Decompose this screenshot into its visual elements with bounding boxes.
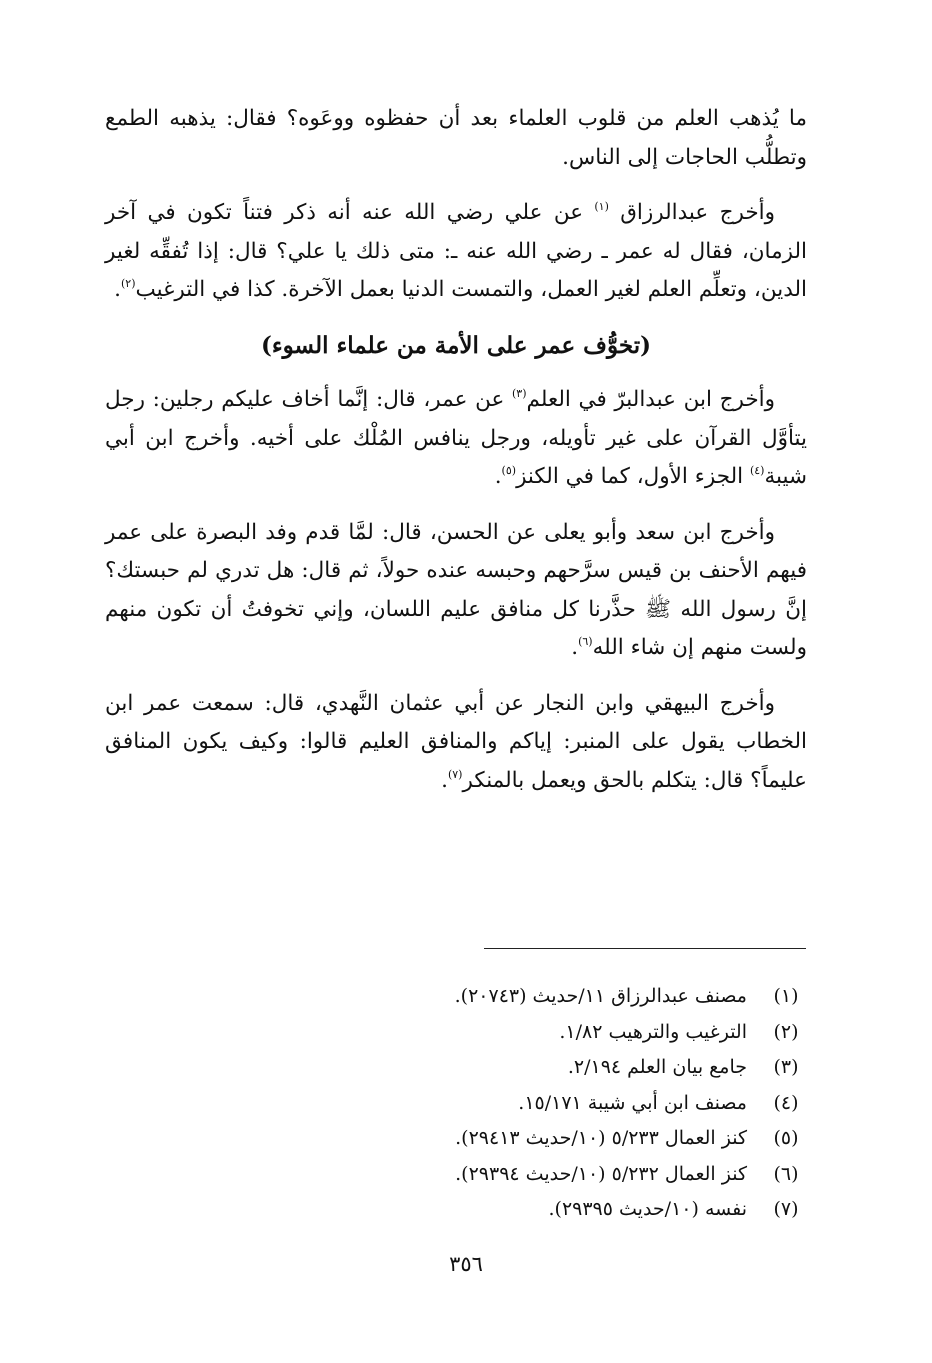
footnote-number: (٢) xyxy=(773,1020,799,1043)
footnote-item xyxy=(300,979,807,1015)
paragraph-2-text-c: . xyxy=(114,277,121,302)
paragraph-2 xyxy=(105,194,807,310)
paragraph-5-text-b: . xyxy=(441,767,448,793)
footnote-text: كنز العمال ٥/٢٣٢ (١٠/حديث ٢٩٣٩٤). xyxy=(455,1162,747,1185)
paragraph-5 xyxy=(105,685,807,801)
paragraph-3-text-a: وأخرج ابن عبدالبرّ في العلم xyxy=(526,387,775,412)
footnote-ref-4[interactable]: (٤) xyxy=(749,464,765,477)
paragraph-4 xyxy=(105,514,807,668)
footnote-number: (٤) xyxy=(773,1091,799,1114)
footnote-ref-7[interactable]: (٧) xyxy=(447,767,463,781)
footnote-item xyxy=(300,1050,807,1086)
footnote-item xyxy=(300,1086,807,1122)
footnote-ref-5[interactable]: (٥) xyxy=(501,464,517,477)
footnote-number: (٧) xyxy=(773,1198,799,1220)
section-heading: (تخوُّف عمر على الأمة من علماء السوء) xyxy=(260,331,652,359)
footnote-number: (٣) xyxy=(773,1056,799,1078)
footnote-ref-6[interactable]: (٦) xyxy=(578,635,593,648)
paragraph-3 xyxy=(105,381,807,497)
footnote-text: مصنف ابن أبي شيبة ١٥/١٧١. xyxy=(518,1091,747,1114)
footnote-number: (٥) xyxy=(773,1127,799,1149)
paragraph-4-text-a: وأخرج ابن سعد وأبو يعلى عن الحسن، قال: لمَّا قدم وفد البصرة على عمر فيهم الأحنف بن قيس سرَّحهم وحبسه عنده حولاً، ثم قال: هل تدري لم حبستك؟ إنَّ رسول الله ﷺ حذَّرنا كل منافق عليم اللسان، وإني تخوفتُ أن تكون منهم ولست منهم إن شاء الله xyxy=(105,519,807,660)
footnote-text: مصنف عبدالرزاق ١١/حديث (٢٠٧٤٣). xyxy=(454,985,747,1007)
paragraph-2-text-b: عن علي رضي الله عنه أنه ذكر فتناً تكون في آخر الزمان، فقال له عمر ـ رضي الله عنه ـ: متى ذلك يا علي؟ قال: إذا تُفقِّه لغير الدين، وتعلِّم العلم لغير العمل، والتمست الدنيا بعمل الآخرة. كذا في الترغيب xyxy=(105,200,807,302)
footnote-item xyxy=(300,1121,807,1157)
footnote-text: الترغيب والترهيب ١/٨٢. xyxy=(559,1020,747,1043)
footnote-number: (٦) xyxy=(773,1162,799,1185)
paragraph-1 xyxy=(105,100,807,177)
footnote-ref-1[interactable]: (١) xyxy=(594,200,609,213)
footnote-divider xyxy=(484,948,806,949)
footnote-number: (١) xyxy=(773,985,799,1007)
paragraph-1-text: ما يُذهب العلم من قلوب العلماء بعد أن حفظوه ووعَوه؟ فقال: يذهبه الطمع وتطلُّب الحاجات إلى الناس. xyxy=(105,106,807,170)
footnote-ref-2[interactable]: (٢) xyxy=(120,277,136,290)
footnotes xyxy=(300,979,807,1228)
footnote-text: كنز العمال ٥/٢٣٣ (١٠/حديث ٢٩٤١٣). xyxy=(455,1127,747,1149)
footnote-text: نفسه (١٠/حديث ٢٩٣٩٥). xyxy=(548,1198,747,1220)
paragraph-3-text-b: عن عمر، قال: إنَّما أخاف عليكم رجلين: رجل يتأوَّل القرآن على غير تأويله، ورجل ينافس المُلْك على أخيه. وأخرج ابن أبي شيبة xyxy=(105,387,807,489)
footnote-item xyxy=(300,1015,807,1051)
footnote-item xyxy=(300,1157,807,1193)
paragraph-3-text-c: الجزء الأول، كما في الكنز xyxy=(516,464,750,489)
paragraph-5-text-a: وأخرج البيهقي وابن النجار عن أبي عثمان النَّهدي، قال: سمعت عمر ابن الخطاب يقول على المنبر: إياكم والمنافق العليم قالوا: وكيف يكون المنافق عليماً؟ قال: يتكلم بالحق ويعمل بالمنكر xyxy=(105,690,807,793)
footnote-item xyxy=(300,1192,807,1228)
paragraph-3-text-d: . xyxy=(494,464,502,489)
paragraph-4-text-b: . xyxy=(571,635,579,660)
page-number: ٣٥٦ xyxy=(449,1252,483,1276)
paragraph-2-text-a: وأخرج عبدالرزاق xyxy=(608,200,775,225)
footnote-ref-3[interactable]: (٣) xyxy=(512,387,527,400)
footnote-text: جامع بيان العلم ٢/١٩٤. xyxy=(567,1056,747,1078)
main-text xyxy=(105,100,807,817)
